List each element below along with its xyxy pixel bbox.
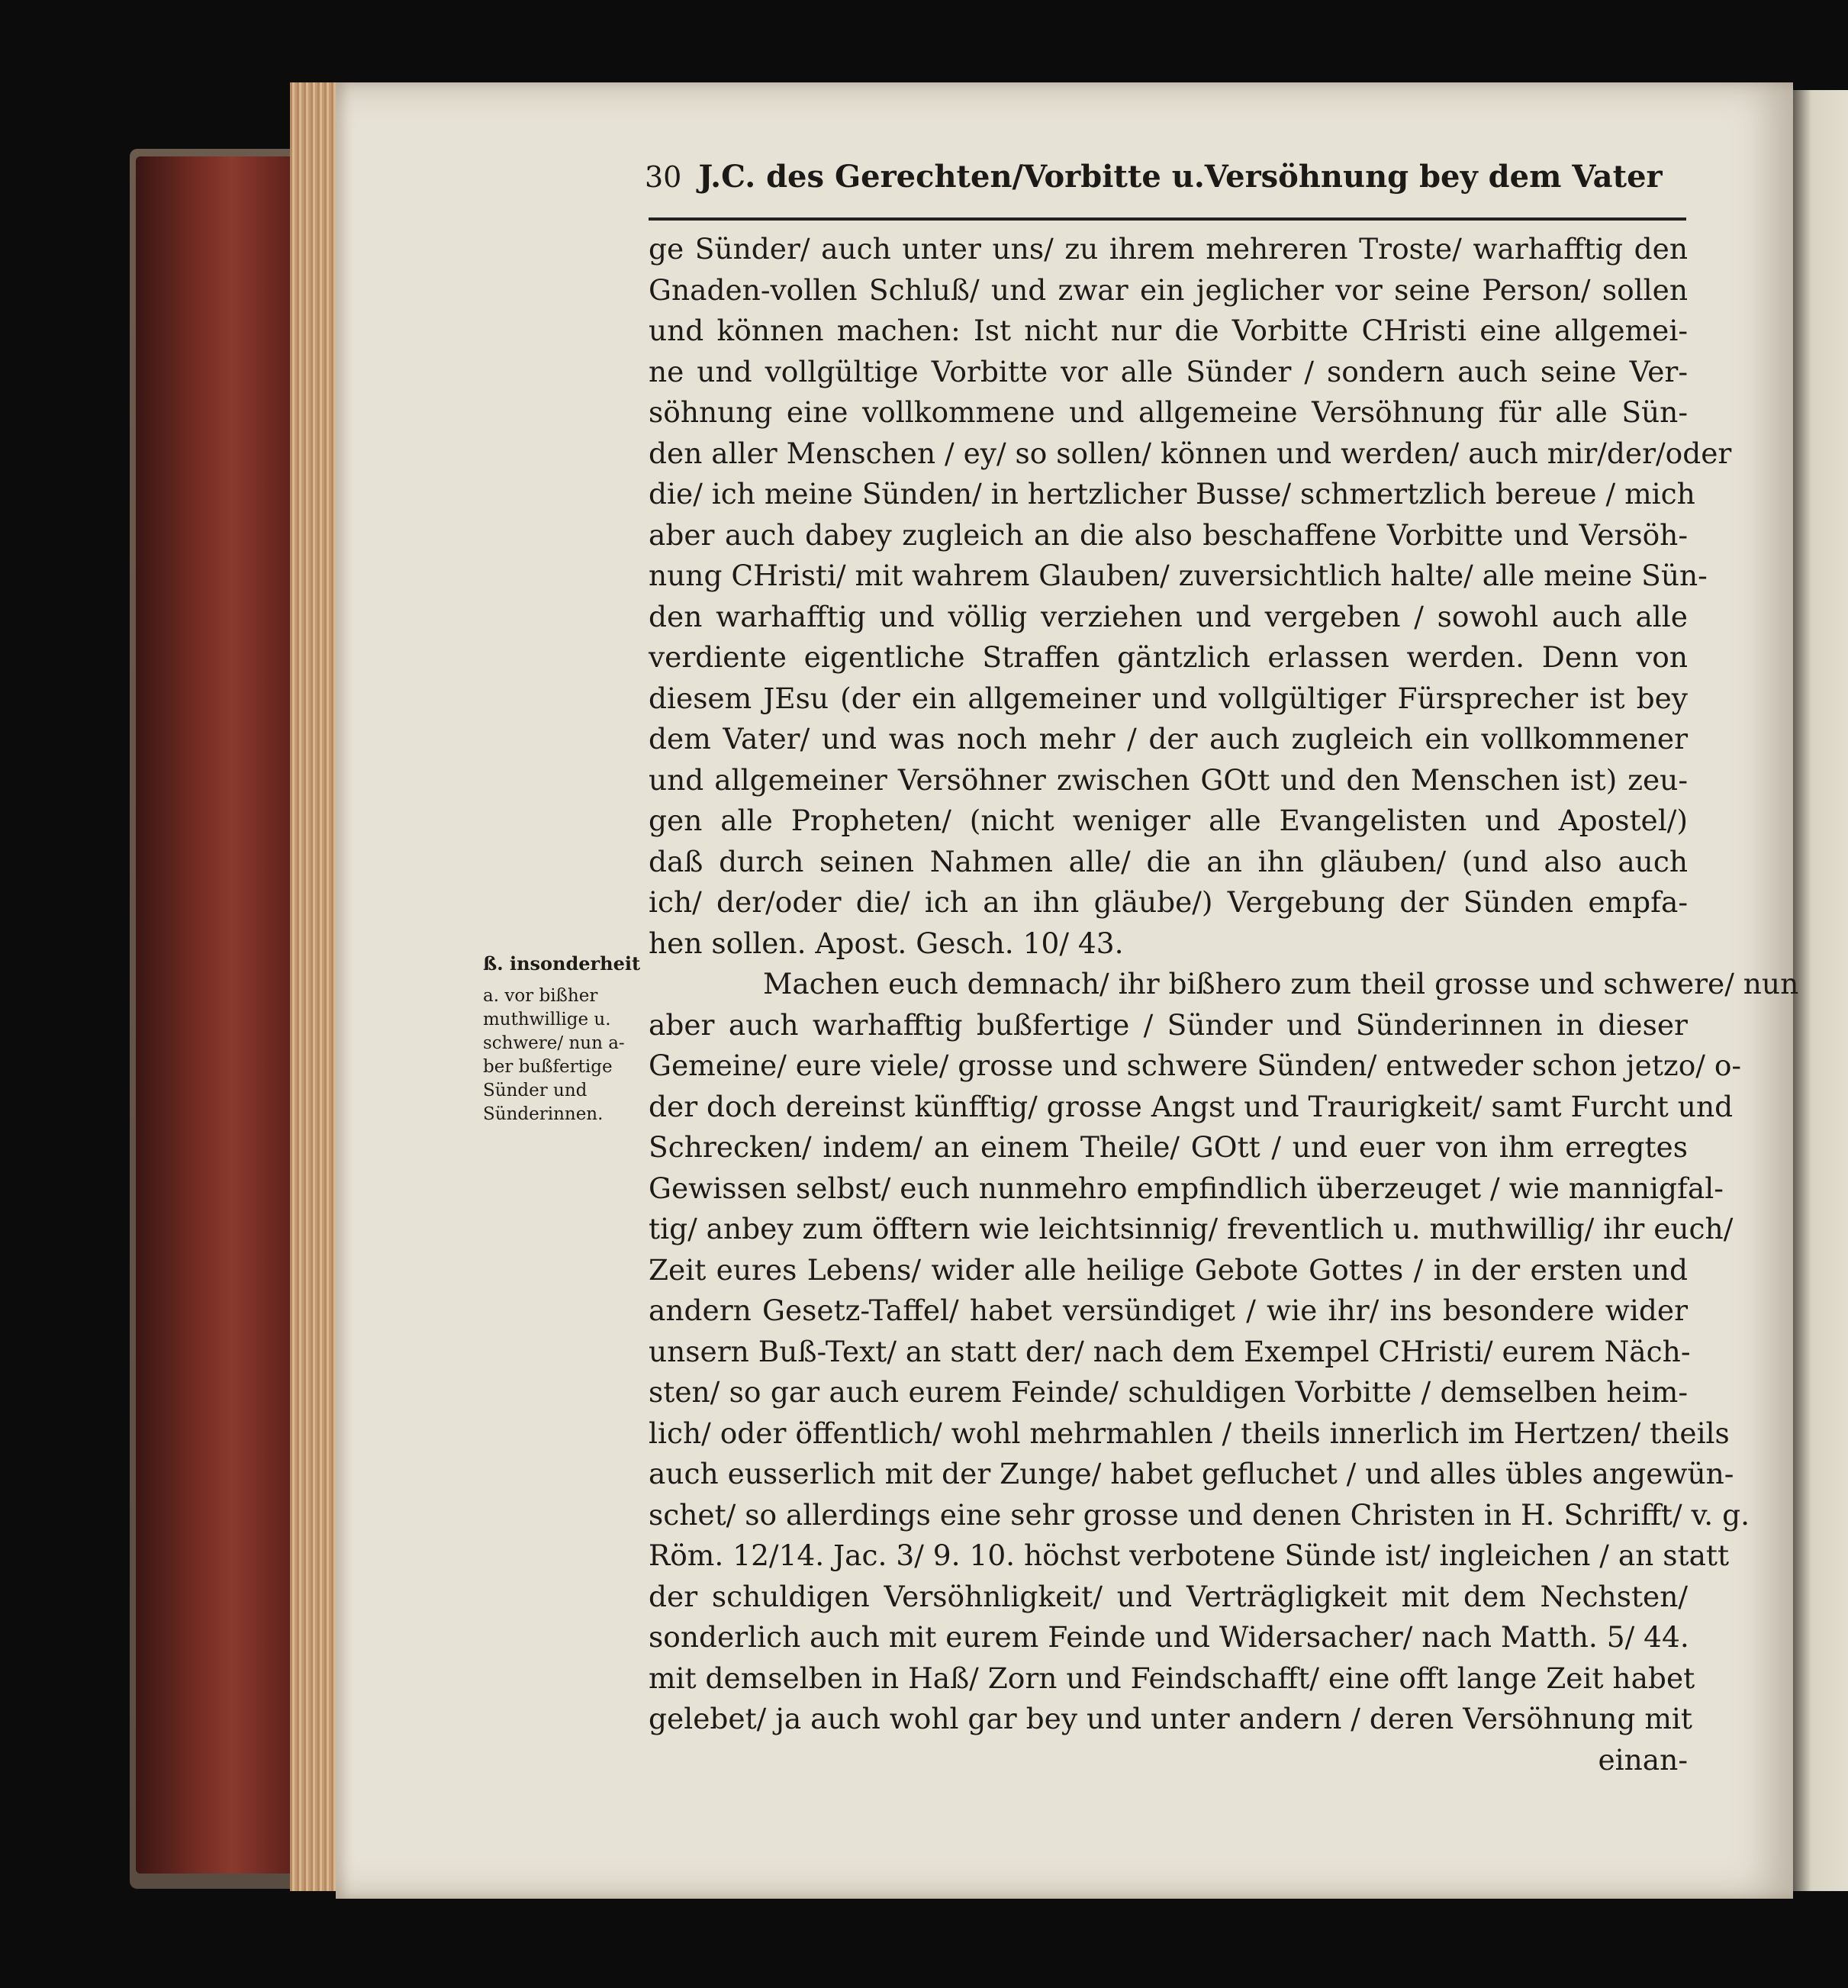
text-line: gen alle Propheten/ (nicht weniger alle Evangelisten und Apostel/) <box>649 804 1688 837</box>
text-line: schet/ so allerdings eine sehr grosse und denen Christen in H. Schrifft/ v. g. <box>649 1497 1750 1532</box>
text-line: aber auch warhafftig bußfertige / Sünder und Sünderinnen in dieser <box>649 1007 1688 1042</box>
text-line: mit demselben in Haß/ Zorn und Feindschafft/ eine offt lange Zeit habet <box>649 1661 1695 1695</box>
text-line: ne und vollgültige Vorbitte vor alle Sünder / sondern auch seine Ver- <box>649 354 1688 388</box>
text-line: verdiente eigentliche Straffen gäntzlich erlassen werden. Denn von <box>649 640 1688 674</box>
text-line: Gnaden-vollen Schluß/ und zwar ein jeglicher vor seine Person/ sollen <box>649 272 1688 307</box>
text-line: unsern Buß-Text/ an statt der/ nach dem Exempel CHristi/ eurem Näch- <box>649 1334 1691 1368</box>
marginal-note-line: Sünderinnen. <box>483 1104 604 1124</box>
text-line: Schrecken/ indem/ an einem Theile/ GOtt / und euer von ihm erregtes <box>649 1130 1688 1164</box>
text-line: und können machen: Ist nicht nur die Vorbitte CHristi eine allgemei- <box>649 314 1688 347</box>
text-line: tig/ anbey zum öfftern wie leichtsinnig/ freventlich u. muthwillig/ ihr euch/ <box>649 1212 1734 1245</box>
text-line: hen sollen. Apost. Gesch. 10/ 43. <box>649 926 1124 960</box>
marginal-note-line: ß. insonderheit <box>483 952 641 975</box>
text-line: Gemeine/ eure viele/ grosse und schwere Sünden/ entweder schon jetzo/ o- <box>649 1049 1742 1082</box>
marginal-note-line: a. vor bißher <box>483 986 598 1006</box>
text-line: den aller Menschen / ey/ so sollen/ können und werden/ auch mir/der/oder <box>649 436 1732 470</box>
marginal-note-line: muthwillige u. <box>483 1010 611 1029</box>
marginal-note-line: ber bußfertige <box>483 1057 613 1077</box>
text-line: der doch dereinst künfftig/ grosse Angst und Traurigkeit/ samt Furcht und <box>649 1089 1734 1123</box>
text-line: diesem JEsu (der ein allgemeiner und vollgültiger Fürsprecher ist bey <box>649 681 1688 715</box>
text-line: sonderlich auch mit eurem Feinde und Widersacher/ nach Matth. 5/ 44. <box>649 1620 1689 1654</box>
text-line: den warhafftig und völlig verziehen und vergeben / sowohl auch alle <box>649 599 1688 633</box>
book-page-edges-red <box>136 156 296 1874</box>
text-line: ich/ der/oder die/ ich an ihn gläube/) Vergebung der Sünden empfa- <box>649 885 1688 919</box>
marginal-note-line: schwere/ nun a- <box>483 1033 625 1053</box>
catchword: einan- <box>1598 1742 1688 1777</box>
body-text <box>649 229 1799 1780</box>
text-line: nung CHristi/ mit wahrem Glauben/ zuversichtlich halte/ alle meine Sün- <box>649 559 1708 592</box>
text-line: daß durch seinen Nahmen alle/ die an ihn gläuben/ (und also auch <box>649 844 1688 878</box>
text-line: und allgemeiner Versöhner zwischen GOtt und den Menschen ist) zeu- <box>649 762 1688 797</box>
text-line: sten/ so gar auch eurem Feinde/ schuldigen Vorbitte / demselben heim- <box>649 1375 1688 1409</box>
text-line: Machen euch demnach/ ihr bißhero zum theil grosse und schwere/ nun <box>763 967 1799 1000</box>
header-rule <box>649 217 1686 221</box>
text-line: auch eusserlich mit der Zunge/ habet gefluchet / und alles übles angewün- <box>649 1457 1734 1490</box>
text-line: gelebet/ ja auch wohl gar bey und unter andern / deren Versöhnung mit <box>649 1702 1692 1735</box>
marginal-note <box>483 952 651 1126</box>
text-line: aber auch dabey zugleich an die also beschaffene Vorbitte und Versöh- <box>649 517 1688 552</box>
text-line: andern Gesetz-Taffel/ habet versündiget / wie ihr/ ins besondere wider <box>649 1294 1688 1327</box>
text-line: dem Vater/ und was noch mehr / der auch zugleich ein vollkommener <box>649 722 1688 756</box>
running-title: J.C. des Gerechten/Vorbitte u.Versöhnung bey dem Vater <box>698 159 1663 195</box>
text-line: Röm. 12/14. Jac. 3/ 9. 10. höchst verbotene Sünde ist/ ingleichen / an statt <box>649 1539 1730 1572</box>
text-line: Gewissen selbst/ euch nunmehro empfindlich überzeuget / wie mannigfal- <box>649 1171 1724 1205</box>
text-line: der schuldigen Versöhnligkeit/ und Verträgligkeit mit dem Nechsten/ <box>649 1579 1688 1613</box>
text-line: lich/ oder öffentlich/ wohl mehrmahlen / theils innerlich im Hertzen/ theils <box>649 1416 1730 1450</box>
text-line: die/ ich meine Sünden/ in hertzlicher Busse/ schmertzlich bereue / mich <box>649 477 1695 511</box>
running-header <box>645 159 1694 212</box>
page-number: 30 <box>645 160 682 194</box>
text-line: ge Sünder/ auch unter uns/ zu ihrem mehreren Troste/ warhafftig den <box>649 232 1688 266</box>
text-line: söhnung eine vollkommene und allgemeine Versöhnung für alle Sün- <box>649 395 1688 429</box>
text-line: Zeit eures Lebens/ wider alle heilige Gebote Gottes / in der ersten und <box>649 1252 1688 1287</box>
marginal-note-line: Sünder und <box>483 1081 588 1100</box>
